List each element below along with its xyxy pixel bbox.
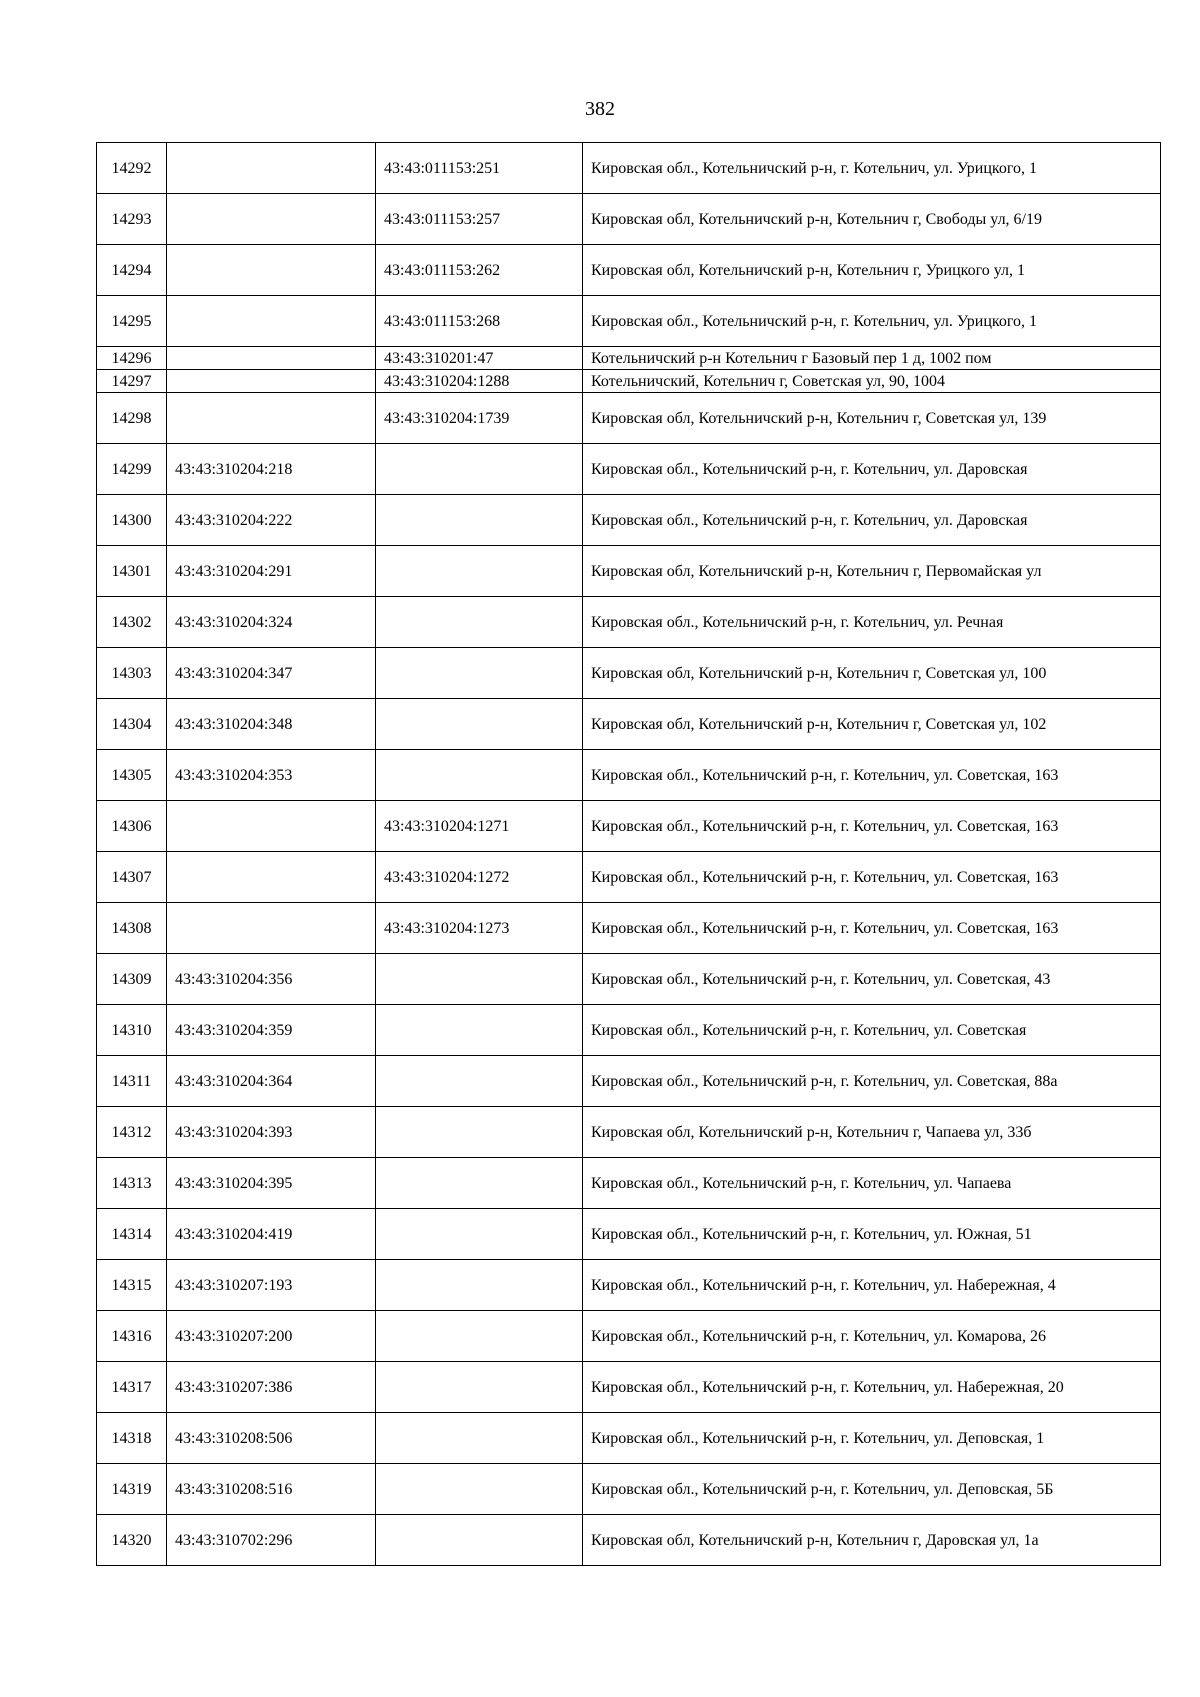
row-number-cell: 14292 xyxy=(97,143,167,194)
land-cadastral-number-cell: 43:43:310204:324 xyxy=(167,597,376,648)
row-number-cell: 14305 xyxy=(97,750,167,801)
object-cadastral-number-cell xyxy=(376,1209,583,1260)
land-cadastral-number-cell: 43:43:310204:291 xyxy=(167,546,376,597)
land-cadastral-number-cell xyxy=(167,194,376,245)
table-row xyxy=(97,1209,1161,1260)
object-cadastral-number-cell: 43:43:310204:1272 xyxy=(376,852,583,903)
land-cadastral-number-cell: 43:43:310204:359 xyxy=(167,1005,376,1056)
land-cadastral-number-cell: 43:43:310207:386 xyxy=(167,1362,376,1413)
address-cell: Кировская обл., Котельничский р-н, г. Котельнич, ул. Даровская xyxy=(583,495,1161,546)
object-cadastral-number-cell xyxy=(376,1464,583,1515)
object-cadastral-number-cell: 43:43:310204:1271 xyxy=(376,801,583,852)
address-cell: Кировская обл., Котельничский р-н, г. Котельнич, ул. Урицкого, 1 xyxy=(583,143,1161,194)
table-row xyxy=(97,1260,1161,1311)
row-number-cell: 14301 xyxy=(97,546,167,597)
object-cadastral-number-cell xyxy=(376,750,583,801)
table-row xyxy=(97,699,1161,750)
table-row xyxy=(97,444,1161,495)
land-cadastral-number-cell: 43:43:310204:393 xyxy=(167,1107,376,1158)
address-cell: Кировская обл., Котельничский р-н, г. Котельнич, ул. Набережная, 20 xyxy=(583,1362,1161,1413)
object-cadastral-number-cell xyxy=(376,495,583,546)
row-number-cell: 14313 xyxy=(97,1158,167,1209)
object-cadastral-number-cell xyxy=(376,1158,583,1209)
table-row xyxy=(97,954,1161,1005)
land-cadastral-number-cell xyxy=(167,393,376,444)
address-cell: Кировская обл., Котельничский р-н, г. Котельнич, ул. Советская, 163 xyxy=(583,750,1161,801)
land-cadastral-number-cell: 43:43:310702:296 xyxy=(167,1515,376,1566)
row-number-cell: 14312 xyxy=(97,1107,167,1158)
row-number-cell: 14308 xyxy=(97,903,167,954)
address-cell: Кировская обл., Котельничский р-н, г. Котельнич, ул. Деповская, 1 xyxy=(583,1413,1161,1464)
row-number-cell: 14293 xyxy=(97,194,167,245)
object-cadastral-number-cell: 43:43:011153:268 xyxy=(376,296,583,347)
address-cell: Кировская обл., Котельничский р-н, г. Котельнич, ул. Советская, 163 xyxy=(583,801,1161,852)
address-cell: Кировская обл, Котельничский р-н, Котельнич г, Советская ул, 102 xyxy=(583,699,1161,750)
address-cell: Кировская обл., Котельничский р-н, г. Котельнич, ул. Речная xyxy=(583,597,1161,648)
table-row xyxy=(97,1107,1161,1158)
address-cell: Кировская обл, Котельничский р-н, Котельнич г, Советская ул, 139 xyxy=(583,393,1161,444)
address-cell: Кировская обл., Котельничский р-н, г. Котельнич, ул. Советская, 43 xyxy=(583,954,1161,1005)
object-cadastral-number-cell xyxy=(376,1515,583,1566)
object-cadastral-number-cell: 43:43:310201:47 xyxy=(376,347,583,370)
object-cadastral-number-cell: 43:43:310204:1273 xyxy=(376,903,583,954)
land-cadastral-number-cell: 43:43:310208:506 xyxy=(167,1413,376,1464)
row-number-cell: 14315 xyxy=(97,1260,167,1311)
land-cadastral-number-cell xyxy=(167,143,376,194)
address-cell: Кировская обл, Котельничский р-н, Котельнич г, Свободы ул, 6/19 xyxy=(583,194,1161,245)
table-row xyxy=(97,296,1161,347)
table-row xyxy=(97,347,1161,370)
land-cadastral-number-cell: 43:43:310204:347 xyxy=(167,648,376,699)
object-cadastral-number-cell: 43:43:011153:257 xyxy=(376,194,583,245)
object-cadastral-number-cell: 43:43:310204:1288 xyxy=(376,370,583,393)
address-cell: Котельничский р-н Котельнич г Базовый пер 1 д, 1002 пом xyxy=(583,347,1161,370)
table-row xyxy=(97,495,1161,546)
address-cell: Кировская обл, Котельничский р-н, Котельнич г, Чапаева ул, 33б xyxy=(583,1107,1161,1158)
table-row xyxy=(97,143,1161,194)
address-cell: Кировская обл., Котельничский р-н, г. Котельнич, ул. Деповская, 5Б xyxy=(583,1464,1161,1515)
row-number-cell: 14298 xyxy=(97,393,167,444)
address-cell: Кировская обл., Котельничский р-н, г. Котельнич, ул. Советская, 163 xyxy=(583,903,1161,954)
table-row xyxy=(97,1464,1161,1515)
land-cadastral-number-cell: 43:43:310207:193 xyxy=(167,1260,376,1311)
object-cadastral-number-cell xyxy=(376,1311,583,1362)
land-cadastral-number-cell: 43:43:310204:353 xyxy=(167,750,376,801)
address-cell: Кировская обл., Котельничский р-н, г. Котельнич, ул. Урицкого, 1 xyxy=(583,296,1161,347)
address-cell: Кировская обл., Котельничский р-н, г. Котельнич, ул. Комарова, 26 xyxy=(583,1311,1161,1362)
object-cadastral-number-cell xyxy=(376,699,583,750)
row-number-cell: 14310 xyxy=(97,1005,167,1056)
object-cadastral-number-cell: 43:43:011153:251 xyxy=(376,143,583,194)
table-row xyxy=(97,1362,1161,1413)
row-number-cell: 14309 xyxy=(97,954,167,1005)
object-cadastral-number-cell xyxy=(376,1413,583,1464)
address-cell: Котельничский, Котельнич г, Советская ул, 90, 1004 xyxy=(583,370,1161,393)
property-registry-table xyxy=(96,142,1161,1566)
land-cadastral-number-cell: 43:43:310207:200 xyxy=(167,1311,376,1362)
address-cell: Кировская обл, Котельничский р-н, Котельнич г, Первомайская ул xyxy=(583,546,1161,597)
table-row xyxy=(97,648,1161,699)
row-number-cell: 14314 xyxy=(97,1209,167,1260)
row-number-cell: 14311 xyxy=(97,1056,167,1107)
address-cell: Кировская обл, Котельничский р-н, Котельнич г, Урицкого ул, 1 xyxy=(583,245,1161,296)
object-cadastral-number-cell xyxy=(376,597,583,648)
object-cadastral-number-cell xyxy=(376,1056,583,1107)
row-number-cell: 14306 xyxy=(97,801,167,852)
land-cadastral-number-cell: 43:43:310204:419 xyxy=(167,1209,376,1260)
row-number-cell: 14316 xyxy=(97,1311,167,1362)
table-row xyxy=(97,546,1161,597)
table-row xyxy=(97,597,1161,648)
address-cell: Кировская обл., Котельничский р-н, г. Котельнич, ул. Советская, 163 xyxy=(583,852,1161,903)
table-body xyxy=(97,143,1161,1566)
object-cadastral-number-cell xyxy=(376,546,583,597)
land-cadastral-number-cell: 43:43:310208:516 xyxy=(167,1464,376,1515)
land-cadastral-number-cell xyxy=(167,370,376,393)
row-number-cell: 14319 xyxy=(97,1464,167,1515)
row-number-cell: 14307 xyxy=(97,852,167,903)
table-row xyxy=(97,194,1161,245)
table-row xyxy=(97,1158,1161,1209)
land-cadastral-number-cell: 43:43:310204:222 xyxy=(167,495,376,546)
land-cadastral-number-cell: 43:43:310204:395 xyxy=(167,1158,376,1209)
row-number-cell: 14304 xyxy=(97,699,167,750)
land-cadastral-number-cell xyxy=(167,801,376,852)
address-cell: Кировская обл., Котельничский р-н, г. Котельнич, ул. Советская xyxy=(583,1005,1161,1056)
object-cadastral-number-cell xyxy=(376,1107,583,1158)
address-cell: Кировская обл., Котельничский р-н, г. Котельнич, ул. Даровская xyxy=(583,444,1161,495)
row-number-cell: 14300 xyxy=(97,495,167,546)
table-row xyxy=(97,1056,1161,1107)
row-number-cell: 14317 xyxy=(97,1362,167,1413)
table-row xyxy=(97,370,1161,393)
land-cadastral-number-cell xyxy=(167,245,376,296)
land-cadastral-number-cell: 43:43:310204:356 xyxy=(167,954,376,1005)
object-cadastral-number-cell xyxy=(376,648,583,699)
table-row xyxy=(97,245,1161,296)
land-cadastral-number-cell: 43:43:310204:348 xyxy=(167,699,376,750)
object-cadastral-number-cell xyxy=(376,954,583,1005)
object-cadastral-number-cell xyxy=(376,444,583,495)
table-row xyxy=(97,393,1161,444)
address-cell: Кировская обл, Котельничский р-н, Котельнич г, Даровская ул, 1а xyxy=(583,1515,1161,1566)
object-cadastral-number-cell: 43:43:011153:262 xyxy=(376,245,583,296)
page-number: 382 xyxy=(585,98,615,120)
row-number-cell: 14297 xyxy=(97,370,167,393)
row-number-cell: 14320 xyxy=(97,1515,167,1566)
table-row xyxy=(97,1005,1161,1056)
table-row xyxy=(97,1311,1161,1362)
land-cadastral-number-cell: 43:43:310204:364 xyxy=(167,1056,376,1107)
table-row xyxy=(97,1515,1161,1566)
address-cell: Кировская обл., Котельничский р-н, г. Котельнич, ул. Чапаева xyxy=(583,1158,1161,1209)
row-number-cell: 14299 xyxy=(97,444,167,495)
table-row xyxy=(97,801,1161,852)
row-number-cell: 14295 xyxy=(97,296,167,347)
table-row xyxy=(97,1413,1161,1464)
address-cell: Кировская обл, Котельничский р-н, Котельнич г, Советская ул, 100 xyxy=(583,648,1161,699)
object-cadastral-number-cell xyxy=(376,1260,583,1311)
address-cell: Кировская обл., Котельничский р-н, г. Котельнич, ул. Советская, 88а xyxy=(583,1056,1161,1107)
land-cadastral-number-cell: 43:43:310204:218 xyxy=(167,444,376,495)
row-number-cell: 14318 xyxy=(97,1413,167,1464)
row-number-cell: 14303 xyxy=(97,648,167,699)
object-cadastral-number-cell xyxy=(376,1005,583,1056)
table-row xyxy=(97,903,1161,954)
object-cadastral-number-cell: 43:43:310204:1739 xyxy=(376,393,583,444)
land-cadastral-number-cell xyxy=(167,296,376,347)
row-number-cell: 14302 xyxy=(97,597,167,648)
land-cadastral-number-cell xyxy=(167,347,376,370)
table-row xyxy=(97,750,1161,801)
row-number-cell: 14296 xyxy=(97,347,167,370)
row-number-cell: 14294 xyxy=(97,245,167,296)
object-cadastral-number-cell xyxy=(376,1362,583,1413)
table-row xyxy=(97,852,1161,903)
address-cell: Кировская обл., Котельничский р-н, г. Котельнич, ул. Набережная, 4 xyxy=(583,1260,1161,1311)
address-cell: Кировская обл., Котельничский р-н, г. Котельнич, ул. Южная, 51 xyxy=(583,1209,1161,1260)
land-cadastral-number-cell xyxy=(167,903,376,954)
land-cadastral-number-cell xyxy=(167,852,376,903)
